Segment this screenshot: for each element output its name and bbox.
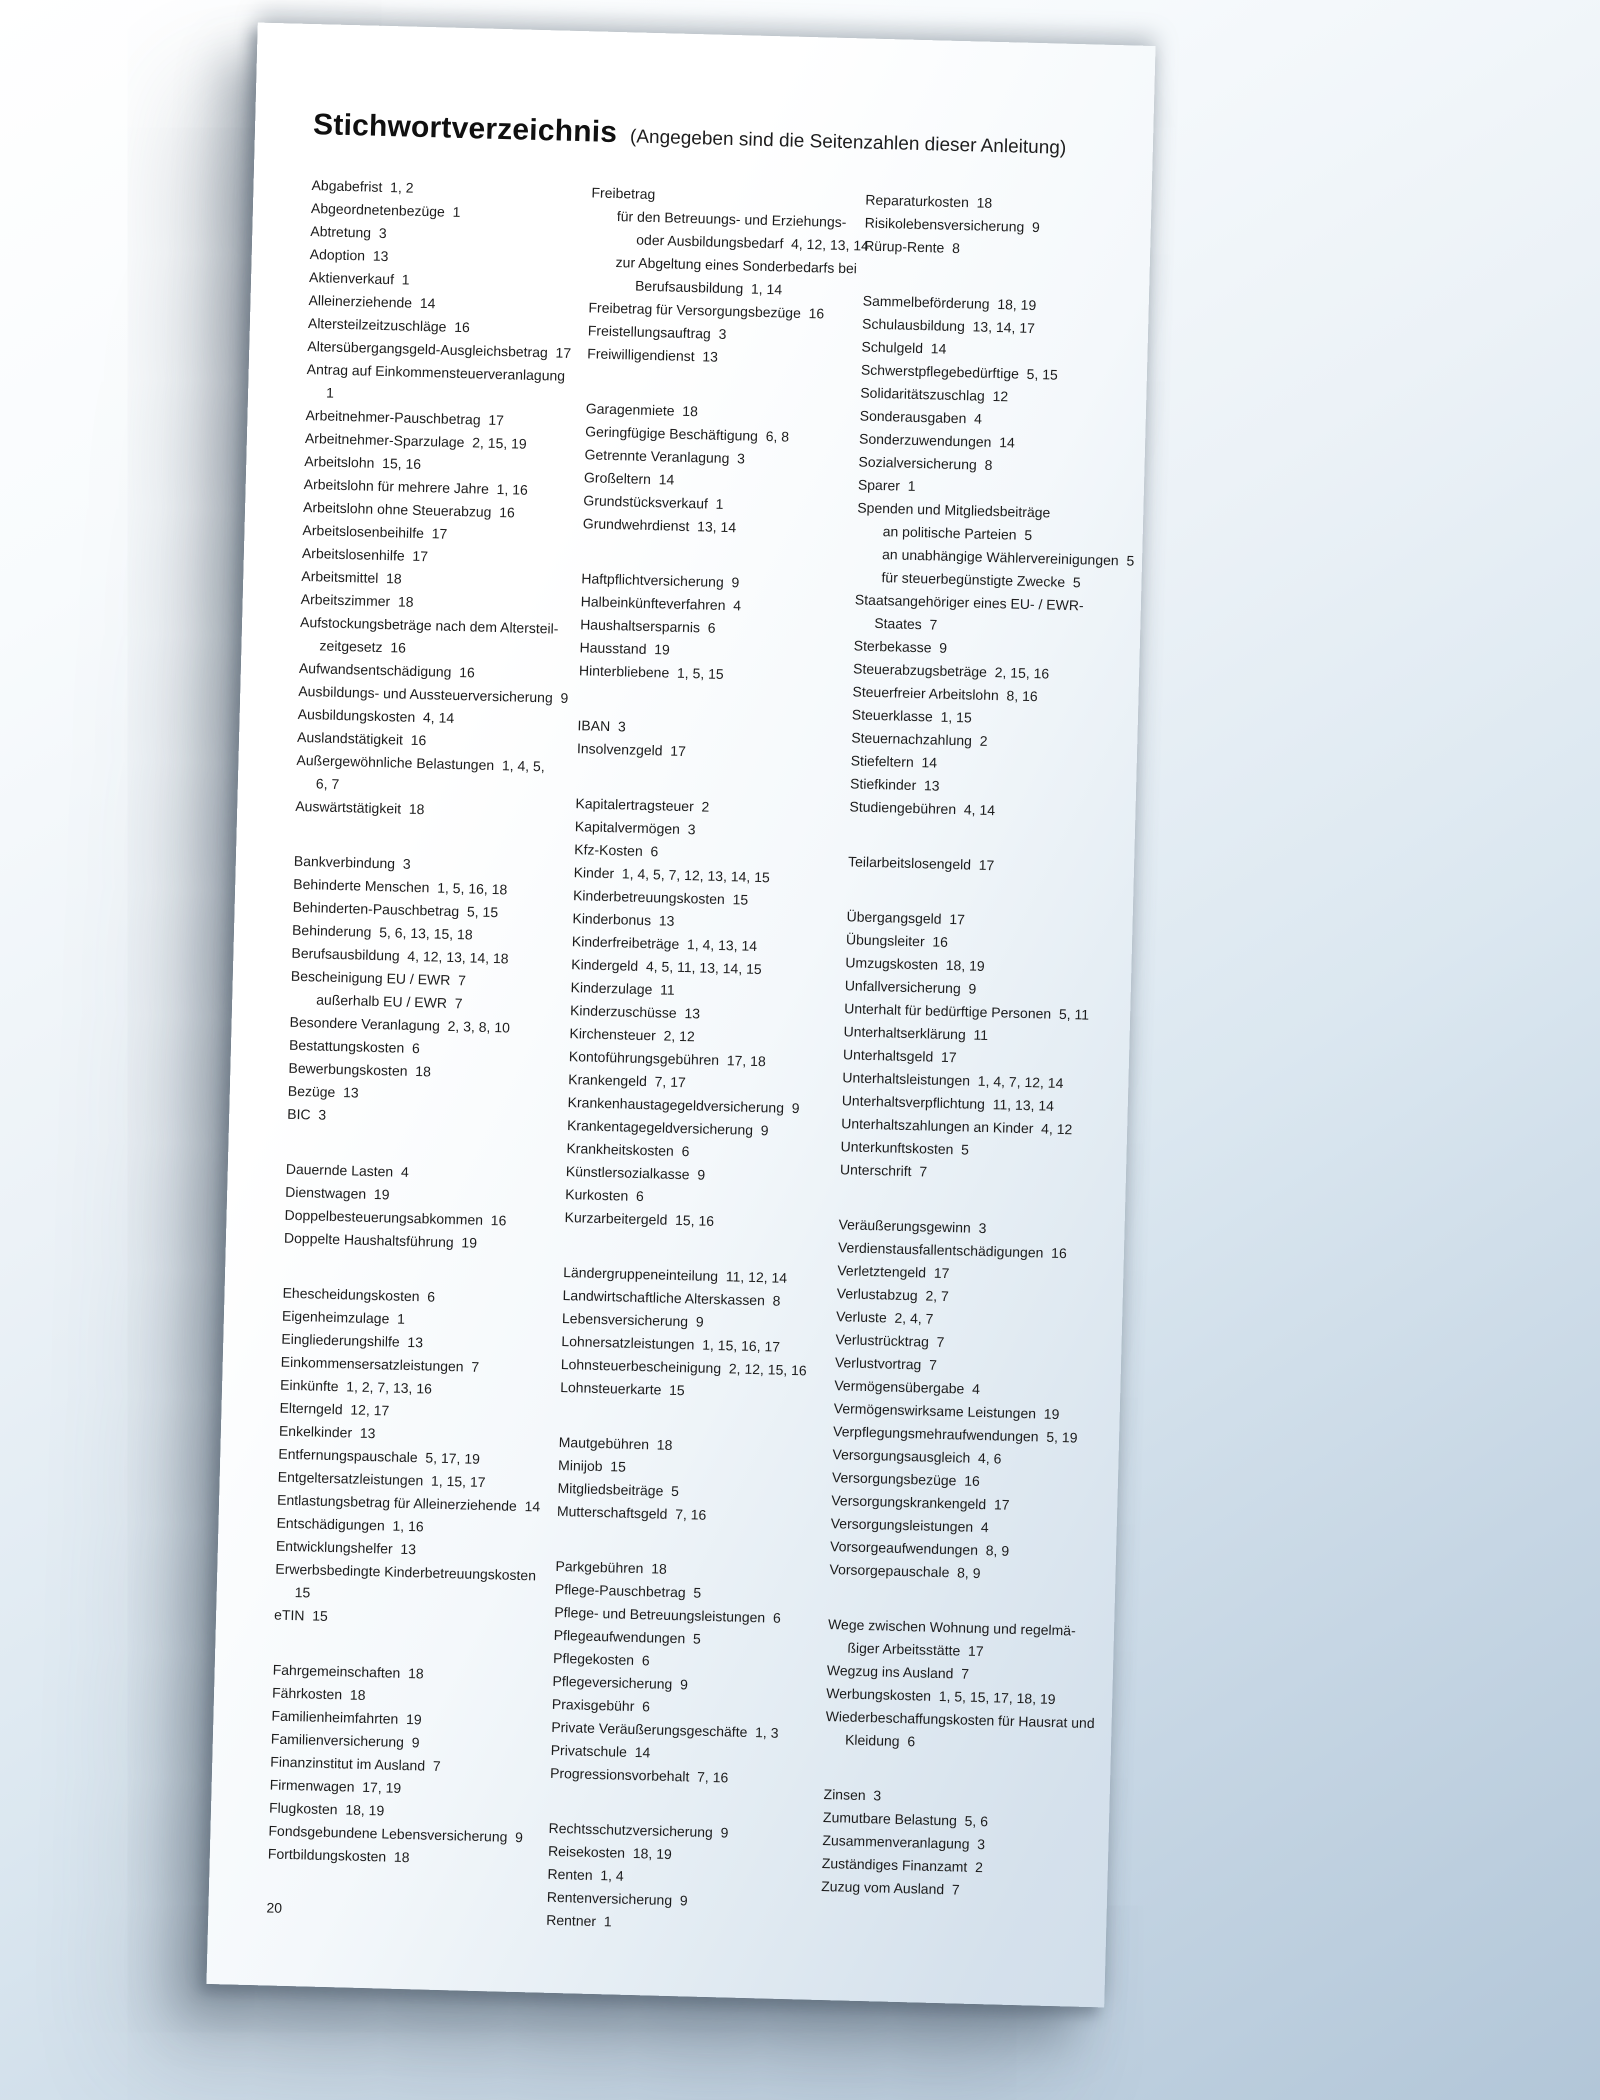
index-line: Rentenversicherung 9 — [546, 1888, 688, 1909]
index-line: Krankheitskosten 6 — [566, 1140, 690, 1160]
index-line: Unfallversicherung 9 — [844, 977, 977, 997]
index-line: zur Abgeltung eines Sonderbedarfs bei — [615, 254, 858, 277]
index-line: Alleinerziehende 14 — [308, 292, 436, 312]
index-line: Kinderbetreuungskosten 15 — [572, 887, 749, 908]
index-line: zeitgesetz 16 — [319, 637, 407, 656]
index-line: Fortbildungskosten 18 — [267, 1845, 410, 1866]
index-line: Fondsgebundene Lebensversicherung 9 — [268, 1822, 524, 1846]
index-group — [564, 792, 847, 1236]
index-group — [821, 1783, 1120, 1906]
index-line: Familienheimfahrten 19 — [271, 1707, 422, 1728]
index-line: Unterhaltsgeld 17 — [842, 1046, 957, 1066]
index-line: Arbeitslohn ohne Steuerabzug 16 — [302, 498, 516, 521]
index-line: Ehescheidungskosten 6 — [282, 1284, 436, 1305]
index-line: Pflegeversicherung 9 — [552, 1672, 689, 1693]
index-line: Kinderbonus 13 — [572, 910, 675, 929]
index-line: Doppelte Haushaltsführung 19 — [283, 1229, 478, 1251]
index-line: Großeltern 14 — [583, 469, 675, 488]
index-line: Parkgebühren 18 — [555, 1557, 668, 1577]
index-line: oder Ausbildungsbedarf 4, 12, 13, 14 — [636, 231, 870, 254]
index-line: Landwirtschaftliche Alterskassen 8 — [562, 1287, 781, 1309]
index-line: Enkelkinder 13 — [278, 1422, 376, 1442]
index-line: Erwerbsbedingte Kinderbetreuungskosten — [275, 1560, 537, 1584]
index-line: Arbeitnehmer-Pauschbetrag 17 — [305, 406, 505, 429]
index-line: Fahrgemeinschaften 18 — [272, 1661, 424, 1682]
index-line: Solidaritätszuschlag 12 — [860, 384, 1009, 405]
index-line: außerhalb EU / EWR 7 — [316, 991, 463, 1012]
masthead — [313, 108, 1067, 162]
index-line: Schulausbildung 13, 14, 17 — [861, 315, 1036, 337]
index-line: ßiger Arbeitsstätte 17 — [847, 1639, 984, 1660]
index-line: Arbeitslohn für mehrere Jahre 1, 16 — [303, 475, 529, 498]
index-line: Versorgungsausgleich 4, 6 — [832, 1446, 1002, 1467]
index-line: Unterhalt für bedürftige Personen 5, 11 — [844, 1000, 1090, 1023]
index-line: Elterngeld 12, 17 — [279, 1399, 390, 1419]
index-line: Firmenwagen 17, 19 — [269, 1776, 402, 1796]
index-line: Kurzarbeitergeld 15, 16 — [564, 1209, 715, 1229]
index-line: Altersübergangsgeld-Ausgleichsbetrag 17 — [307, 337, 572, 361]
index-line: Ausbildungskosten 4, 14 — [297, 705, 455, 726]
index-line: Auswärtstätigkeit 18 — [295, 797, 425, 818]
index-line: Sonderzuwendungen 14 — [858, 430, 1015, 451]
index-group — [825, 1613, 1125, 1759]
index-line: Altersteilzeitzuschläge 16 — [307, 315, 471, 336]
index-line: Unterkunftskosten 5 — [840, 1138, 970, 1158]
index-line: Bezüge 13 — [287, 1082, 359, 1101]
index-line: Teilarbeitslosengeld 17 — [847, 853, 995, 874]
index-line: Staatsangehöriger eines EU- / EWR- — [854, 591, 1084, 614]
index-line: Grundstücksverkauf 1 — [583, 492, 724, 512]
index-line: Kirchensteuer 2, 12 — [569, 1025, 695, 1045]
index-group — [295, 174, 596, 825]
page-subtitle: (Angegeben sind die Seitenzahlen dieser Anleitung) — [629, 126, 1067, 159]
index-line: Stiefkinder 13 — [849, 775, 940, 794]
index-group — [587, 181, 870, 372]
index-line: Grundwehrdienst 13, 14 — [582, 515, 737, 536]
index-line: Verluste 2, 4, 7 — [835, 1308, 934, 1327]
index-line: Renten 1, 4 — [547, 1865, 624, 1884]
index-line: Zinsen 3 — [823, 1786, 882, 1804]
index-line: Familienversicherung 9 — [270, 1730, 420, 1751]
index-line: Eingliederungshilfe 13 — [281, 1330, 424, 1351]
index-line: Sammelbeförderung 18, 19 — [862, 292, 1037, 314]
index-group — [849, 290, 1159, 827]
index-line: Sparer 1 — [857, 476, 916, 494]
index-line: Ausbildungs- und Aussteuerversicherung 9 — [298, 682, 569, 706]
index-line: Bestattungskosten 6 — [288, 1036, 421, 1057]
index-line: Privatschule 14 — [550, 1741, 651, 1761]
index-line: Übergangsgeld 17 — [846, 908, 966, 928]
index-group — [287, 850, 578, 1133]
index-line: Progressionsvorbehalt 7, 16 — [549, 1764, 729, 1786]
index-line: Arbeitslohn 15, 16 — [304, 452, 422, 473]
index-line: IBAN 3 — [577, 717, 626, 735]
index-line: Krankengeld 7, 17 — [568, 1071, 686, 1091]
index-group — [268, 1659, 557, 1873]
index-line: Haushaltsersparnis 6 — [579, 616, 716, 636]
index-line: Behinderte Menschen 1, 5, 16, 18 — [293, 875, 508, 898]
index-line: Dienstwagen 19 — [285, 1183, 390, 1203]
index-group — [848, 850, 1145, 881]
index-line: Krankentagegeldversicherung 9 — [566, 1117, 769, 1139]
index-line: Künstlersozialkasse 9 — [565, 1163, 706, 1183]
index-line: Stiefeltern 14 — [850, 752, 938, 771]
index-line: Lohnsteuerkarte 15 — [560, 1378, 685, 1399]
index-line: Pflege- und Betreuungsleistungen 6 — [554, 1603, 781, 1626]
index-line: Mitgliedsbeiträge 5 — [557, 1479, 680, 1500]
index-line: Lohnersatzleistungen 1, 15, 16, 17 — [561, 1332, 781, 1355]
index-line: Pflege-Pauschbetrag 5 — [554, 1580, 702, 1601]
index-line: Einkommensersatzleistungen 7 — [280, 1353, 480, 1375]
index-line: Mautgebühren 18 — [558, 1433, 673, 1453]
page-number: 20 — [266, 1899, 283, 1916]
index-group — [284, 1158, 570, 1257]
index-line: Reparaturkosten 18 — [865, 191, 993, 211]
index-line: Bankverbindung 3 — [293, 852, 411, 872]
index-line: Vorsorgeaufwendungen 8, 9 — [829, 1538, 1010, 1559]
index-line: 6, 7 — [315, 775, 340, 792]
index-line: Behinderten-Pauschbetrag 5, 15 — [292, 898, 499, 921]
index-line: Antrag auf Einkommensteuerveranlagung — [306, 360, 566, 384]
index-line: Berufsausbildung 1, 14 — [634, 277, 783, 298]
index-line: Vermögenswirksame Leistungen 19 — [833, 1400, 1060, 1423]
index-line: Sterbekasse 9 — [853, 637, 948, 656]
index-line: Kinder 1, 4, 5, 7, 12, 13, 14, 15 — [573, 864, 770, 886]
index-line: Abtretung 3 — [310, 223, 387, 242]
index-line: Unterhaltszahlungen an Kinder 4, 12 — [841, 1115, 1073, 1138]
index-group — [274, 1282, 567, 1634]
index-line: Aufwandsentschädigung 16 — [298, 659, 476, 681]
page-title: Stichwortverzeichnis — [312, 108, 618, 150]
index-line: Spenden und Mitgliedsbeiträge — [857, 499, 1051, 521]
index-line: Steuerfreier Arbeitslohn 8, 16 — [852, 683, 1038, 705]
index-line: Verdienstausfallentschädigungen 16 — [837, 1239, 1067, 1262]
index-line: 15 — [294, 1584, 311, 1601]
index-line: Arbeitsmittel 18 — [301, 567, 402, 587]
index-line: Übungsleiter 16 — [845, 931, 949, 950]
index-line: Verletztengeld 17 — [837, 1262, 950, 1282]
index-line: Adoption 13 — [309, 246, 389, 265]
index-line: Studiengebühren 4, 14 — [849, 798, 996, 819]
index-line: Ländergruppeneinteilung 11, 12, 14 — [563, 1264, 788, 1286]
index-line: Hinterbliebene 1, 5, 15 — [578, 662, 724, 682]
index-group — [864, 189, 1162, 266]
index-line: Geringfügige Beschäftigung 6, 8 — [585, 423, 790, 445]
index-line: Unterhaltsleistungen 1, 4, 7, 12, 14 — [842, 1069, 1064, 1092]
index-line: Vorsorgepauschale 8, 9 — [829, 1561, 981, 1582]
index-line: Außergewöhnliche Belastungen 1, 4, 5, — [296, 751, 545, 775]
index-line: Doppelbesteuerungsabkommen 16 — [284, 1206, 507, 1229]
index-line: Entlastungsbetrag für Alleinerziehende 14 — [276, 1491, 541, 1515]
index-group — [546, 1817, 821, 1939]
index-line: Arbeitslosenhilfe 17 — [301, 544, 429, 565]
index-line: Unterschrift 7 — [839, 1161, 928, 1180]
index-line: Zusammenveranlagung 3 — [822, 1831, 986, 1853]
index-line: Dauernde Lasten 4 — [285, 1160, 409, 1180]
index-line: Haftpflichtversicherung 9 — [581, 570, 740, 591]
index-line: Verpflegungsmehraufwendungen 5, 19 — [832, 1423, 1078, 1446]
index-line: Freistellungsauftrag 3 — [587, 322, 727, 342]
index-line: Eigenheimzulage 1 — [281, 1307, 406, 1327]
index-line: Entfernungspauschale 5, 17, 19 — [278, 1445, 481, 1467]
index-line: Praxisgebühr 6 — [551, 1695, 651, 1715]
index-line: Steuerklasse 1, 15 — [851, 706, 972, 726]
index-group — [840, 905, 1143, 1189]
index-line: Kontoführungsgebühren 17, 18 — [568, 1048, 766, 1070]
index-line: Entwicklungshelfer 13 — [275, 1537, 417, 1558]
index-line: Kinderfreibeträge 1, 4, 13, 14 — [571, 933, 758, 954]
index-line: Halbeinkünfteverfahren 4 — [580, 593, 742, 614]
index-line: Entschädigungen 1, 16 — [276, 1514, 424, 1535]
index-line: Unterhaltserklärung 11 — [843, 1023, 989, 1044]
index-line: Zumutbare Belastung 5, 6 — [822, 1808, 989, 1830]
index-line: Zuständiges Finanzamt 2 — [821, 1854, 984, 1876]
index-line: 1 — [325, 384, 335, 401]
index-line: BIC 3 — [287, 1105, 327, 1123]
index-line: Kfz-Kosten 6 — [574, 841, 659, 860]
index-column-3 — [821, 189, 1162, 1906]
index-line: Hausstand 19 — [579, 639, 671, 658]
index-line: Steuerabzugsbeträge 2, 15, 16 — [852, 660, 1050, 682]
index-line: Zuzug vom Ausland 7 — [821, 1877, 960, 1898]
index-line: Risikolebensversicherung 9 — [864, 214, 1041, 236]
index-line: Schulgeld 14 — [861, 338, 947, 357]
index-line: Kurkosten 6 — [565, 1186, 645, 1205]
index-line: Finanzinstitut im Ausland 7 — [270, 1753, 441, 1774]
index-group — [560, 1261, 836, 1406]
index-line: Pflegekosten 6 — [552, 1649, 650, 1669]
index-line: Abgabefrist 1, 2 — [311, 177, 414, 196]
index-line: Verlustrücktrag 7 — [835, 1331, 945, 1351]
index-group — [579, 567, 854, 689]
index-group — [583, 397, 859, 542]
index-line: Umzugskosten 18, 19 — [845, 954, 985, 974]
index-group — [550, 1555, 828, 1792]
document-page — [206, 23, 1155, 2008]
index-line: Rentner 1 — [546, 1911, 612, 1930]
index-line: Freiwilligendienst 13 — [587, 345, 719, 365]
index-line: Einkünfte 1, 2, 7, 13, 16 — [279, 1376, 433, 1397]
index-line: Wege zwischen Wohnung und regelmä- — [827, 1616, 1076, 1639]
index-line: Versorgungskrankengeld 17 — [831, 1492, 1010, 1513]
index-line: Schwerstpflegebedürftige 5, 15 — [860, 361, 1059, 383]
index-group — [557, 1431, 831, 1530]
index-line: Vermögensübergabe 4 — [834, 1377, 981, 1397]
index-line: Staates 7 — [874, 614, 938, 633]
index-line: Garagenmiete 18 — [585, 400, 699, 420]
index-line: Mutterschaftsgeld 7, 16 — [556, 1502, 707, 1523]
index-line: Kinderzuschüsse 13 — [569, 1002, 701, 1022]
index-group — [577, 714, 850, 767]
index-line: eTIN 15 — [273, 1606, 329, 1624]
index-line: Kapitalertragsteuer 2 — [575, 795, 710, 815]
index-line: für steuerbegünstigte Zwecke 5 — [881, 569, 1081, 591]
index-line: Freibetrag für Versorgungsbezüge 16 — [588, 299, 825, 322]
index-line: Wiederbeschaffungskosten für Hausrat und — [825, 1708, 1095, 1732]
page-content — [206, 23, 1155, 2008]
index-line: Unterhaltsverpflichtung 11, 13, 14 — [841, 1092, 1055, 1114]
index-line: Entgeltersatzleistungen 1, 15, 17 — [277, 1468, 486, 1491]
index-line: Besondere Veranlagung 2, 3, 8, 10 — [289, 1013, 511, 1036]
index-line: Fährkosten 18 — [271, 1684, 366, 1703]
index-line: Lohnsteuerbescheinigung 2, 12, 15, 16 — [560, 1355, 807, 1379]
index-line: Veräußerungsgewinn 3 — [838, 1216, 987, 1237]
index-line: Sozialversicherung 8 — [858, 453, 993, 473]
index-line: Auslandstätigkeit 16 — [296, 728, 427, 749]
index-line: Werbungskosten 1, 5, 15, 17, 18, 19 — [826, 1685, 1056, 1708]
index-line: Sonderausgaben 4 — [859, 407, 983, 427]
index-line: Bescheinigung EU / EWR 7 — [290, 967, 467, 989]
index-line: Getrennte Veranlagung 3 — [584, 446, 746, 467]
index-line: Flugkosten 18, 19 — [268, 1799, 385, 1819]
index-line: Kapitalvermögen 3 — [574, 818, 696, 838]
index-line: Freibetrag — [591, 184, 656, 203]
index-line: Arbeitslosenbeihilfe 17 — [302, 521, 448, 542]
index-line: an unabhängige Wählervereinigungen 5 — [881, 546, 1135, 569]
index-line: Berufsausbildung 4, 12, 13, 14, 18 — [291, 944, 509, 967]
index-group — [829, 1213, 1135, 1589]
index-line: Krankenhaustagegeldversicherung 9 — [567, 1094, 800, 1117]
index-line: Private Veräußerungsgeschäfte 1, 3 — [551, 1718, 779, 1741]
index-line: Kinderzulage 11 — [570, 979, 675, 998]
index-line: Kindergeld 4, 5, 11, 13, 14, 15 — [571, 956, 762, 978]
index-line: Insolvenzgeld 17 — [576, 740, 687, 760]
index-line: Minijob 15 — [557, 1456, 627, 1475]
index-line: Wegzug ins Ausland 7 — [826, 1662, 970, 1682]
index-line: Bewerbungskosten 18 — [288, 1059, 432, 1080]
index-column-2 — [546, 181, 870, 1939]
index-line: Arbeitnehmer-Sparzulage 2, 15, 19 — [304, 429, 527, 452]
index-line: Aktienverkauf 1 — [308, 269, 410, 288]
index-line: Aufstockungsbeträge nach dem Altersteil- — [299, 613, 559, 637]
index-line: Behinderung 5, 6, 13, 15, 18 — [291, 921, 473, 943]
index-line: Pflegeaufwendungen 5 — [553, 1626, 702, 1647]
index-line: Rürup-Rente 8 — [863, 237, 961, 257]
index-line: Verlustvortrag 7 — [834, 1354, 938, 1373]
index-line: Verlustabzug 2, 7 — [836, 1285, 950, 1305]
index-line: für den Betreuungs- und Erziehungs- — [616, 208, 847, 231]
index-line: Versorgungsleistungen 4 — [830, 1515, 989, 1536]
index-line: Rechtsschutzversicherung 9 — [548, 1819, 729, 1841]
index-line: an politische Parteien 5 — [882, 523, 1033, 544]
index-line: Versorgungsbezüge 16 — [831, 1469, 981, 1489]
index-line: Abgeordnetenbezüge 1 — [310, 200, 461, 220]
index-line: Lebensversicherung 9 — [561, 1309, 704, 1330]
index-line: Steuernachzahlung 2 — [851, 729, 988, 749]
index-column-1 — [268, 174, 596, 1873]
index-line: Arbeitszimmer 18 — [300, 590, 414, 610]
index-line: Kleidung 6 — [844, 1731, 916, 1750]
index-line: Reisekosten 18, 19 — [547, 1842, 672, 1863]
